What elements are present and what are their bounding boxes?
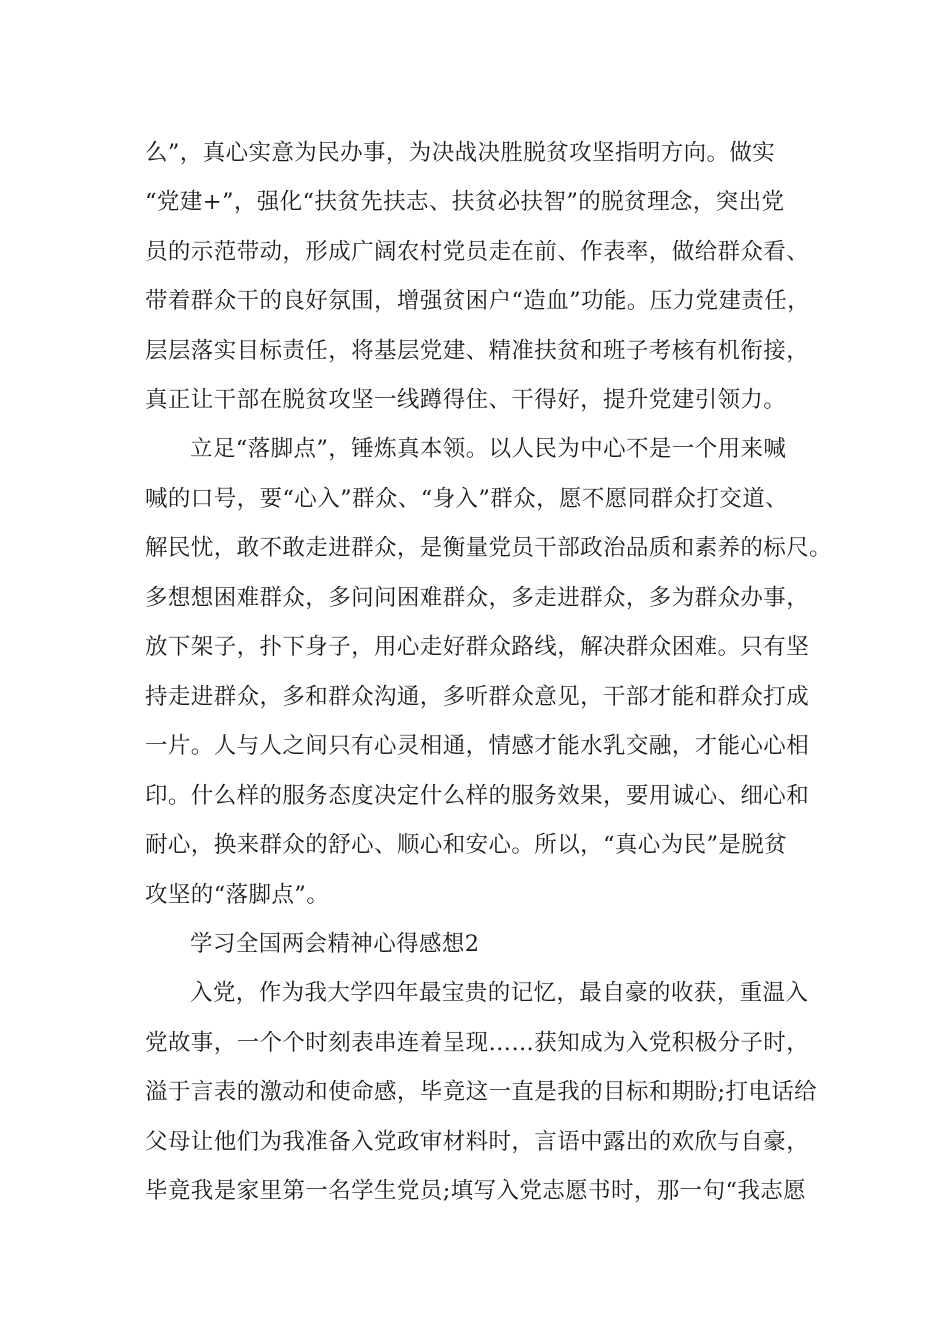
text-line: 喊的口号，要“心入”群众、“身入”群众，愿不愿同群众打交道、	[145, 486, 789, 512]
text-line: 溢于言表的激动和使命感，毕竟这一直是我的目标和期盼;打电话给	[145, 1079, 818, 1105]
text-line: “党建+”，强化“扶贫先扶志、扶贫必扶智”的脱贫理念，突出党	[145, 189, 785, 215]
text-line: 层层落实目标责任，将基层党建、精准扶贫和班子考核有机衔接，	[145, 338, 810, 364]
text-line: 多想想困难群众，多问问困难群众，多走进群众，多为群众办事，	[145, 585, 810, 611]
text-line: 耐心，换来群众的舒心、顺心和安心。所以，“真心为民”是脱贫	[145, 832, 788, 858]
text-line: 真正让干部在脱贫攻坚一线蹲得住、干得好，提升党建引领力。	[145, 387, 787, 413]
section-heading: 学习全国两会精神心得感想2	[190, 931, 480, 957]
text-line: 解民忧，敢不敢走进群众，是衡量党员干部政治品质和素养的标尺。	[145, 535, 833, 561]
text-line: 一片。人与人之间只有心灵相通，情感才能水乳交融，才能心心相	[145, 733, 810, 759]
text-line: 毕竟我是家里第一名学生党员;填写入党志愿书时，那一句“我志愿	[145, 1178, 807, 1204]
paragraph-first-line: 立足“落脚点”，锤炼真本领。以人民为中心不是一个用来喊	[190, 436, 787, 462]
text-line: 父母让他们为我准备入党政审材料时，言语中露出的欢欣与自豪，	[145, 1129, 810, 1155]
paragraph-first-line: 入党，作为我大学四年最宝贵的记忆，最自豪的收获，重温入	[190, 980, 809, 1006]
text-line: 印。什么样的服务态度决定什么样的服务效果，要用诚心、细心和	[145, 783, 810, 809]
text-line: 带着群众干的良好氛围，增强贫困户“造血”功能。压力党建责任，	[145, 288, 811, 314]
text-line: 党故事，一个个时刻表串连着呈现……获知成为入党积极分子时，	[145, 1030, 810, 1056]
text-line: 攻坚的“落脚点”。	[145, 882, 330, 908]
text-line: 么”，真心实意为民办事，为决战决胜脱贫攻坚指明方向。做实	[145, 140, 776, 166]
text-line: 员的示范带动，形成广阔农村党员走在前、作表率，做给群众看、	[145, 239, 810, 265]
text-line: 放下架子，扑下身子，用心走好群众路线，解决群众困难。只有坚	[145, 634, 810, 660]
text-line: 持走进群众，多和群众沟通，多听群众意见，干部才能和群众打成	[145, 684, 810, 710]
